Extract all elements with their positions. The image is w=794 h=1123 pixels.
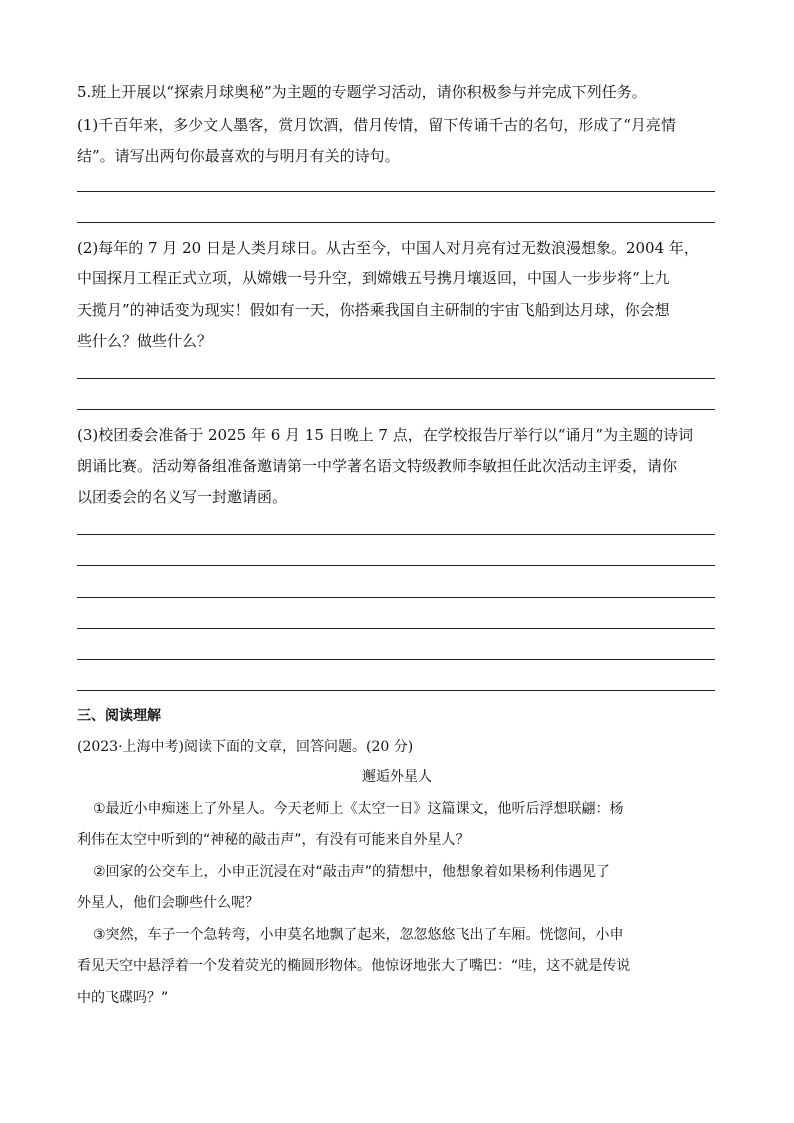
passage-source: (2023·上海中考)阅读下面的文章，回答问题。(20 分) [77,739,414,755]
q5-2-line-3: 天揽月”的神话变为现实！假如有一天，你搭乘我国自主研制的宇宙飞船到达月球，你会想 [77,301,670,319]
story-para-3-line-3: 中的飞碟吗？” [77,990,169,1006]
story-para-2-line-1: ②回家的公交车上，小申正沉浸在对“敲击声”的猜想中，他想象着如果杨利伟遇见了 [93,864,611,880]
answer-line[interactable] [77,191,715,192]
answer-line[interactable] [77,690,715,691]
answer-line[interactable] [77,597,715,598]
answer-line[interactable] [77,409,715,410]
q5-3-line-2: 朗诵比赛。活动筹备组准备邀请第一中学著名语文特级教师李敏担任此次活动主评委，请你 [77,457,678,475]
answer-line[interactable] [77,565,715,566]
story-para-3-line-1: ③突然，车子一个急转弯，小申莫名地飘了起来，忽忽悠悠飞出了车厢。恍惚间，小申 [93,927,624,943]
q5-1-line-2: 结”。请写出两句你最喜欢的与明月有关的诗句。 [77,147,400,165]
q5-3-line-3: 以团委会的名义写一封邀请函。 [77,488,288,506]
story-para-2-line-2: 外星人，他们会聊些什么呢？ [77,895,259,911]
answer-line[interactable] [77,659,715,660]
q5-3-line-1: (3)校团委会准备于 2025 年 6 月 15 日晚上 7 点，在学校报告厅举行以“诵月”为主题的诗词 [77,426,694,444]
q5-2-line-2: 中国探月工程正式立项，从嫦娥一号升空，到嫦娥五号携月壤返回，中国人一步步将“上九 [77,269,670,287]
q5-1-line-1: (1)千百年来，多少文人墨客，赏月饮酒，借月传情，留下传诵千古的名句，形成了“月亮情 [77,116,676,134]
answer-line[interactable] [77,378,715,379]
answer-line[interactable] [77,534,715,535]
story-title: 邂逅外星人 [362,769,432,785]
section-heading: 三、阅读理解 [77,708,161,724]
q5-2-line-4: 些什么？做些什么？ [77,332,213,350]
story-para-1-line-1: ①最近小申痴迷上了外星人。今天老师上《太空一日》这篇课文，他听后浮想联翩：杨 [93,801,624,817]
answer-line[interactable] [77,628,715,629]
story-para-1-line-2: 利伟在太空中听到的“神秘的敲击声”，有没有可能来自外星人？ [77,832,470,848]
q5-intro: 5.班上开展以“探索月球奥秘”为主题的专题学习活动，请你积极参与并完成下列任务。 [77,83,647,101]
answer-line[interactable] [77,222,715,223]
story-para-3-line-2: 看见天空中悬浮着一个发着荧光的椭圆形物体。他惊讶地张大了嘴巴：“哇，这不就是传说 [77,958,631,974]
q5-2-line-1: (2)每年的 7 月 20 日是人类月球日。从古至今，中国人对月亮有过无数浪漫想象。2004 年， [77,239,699,257]
